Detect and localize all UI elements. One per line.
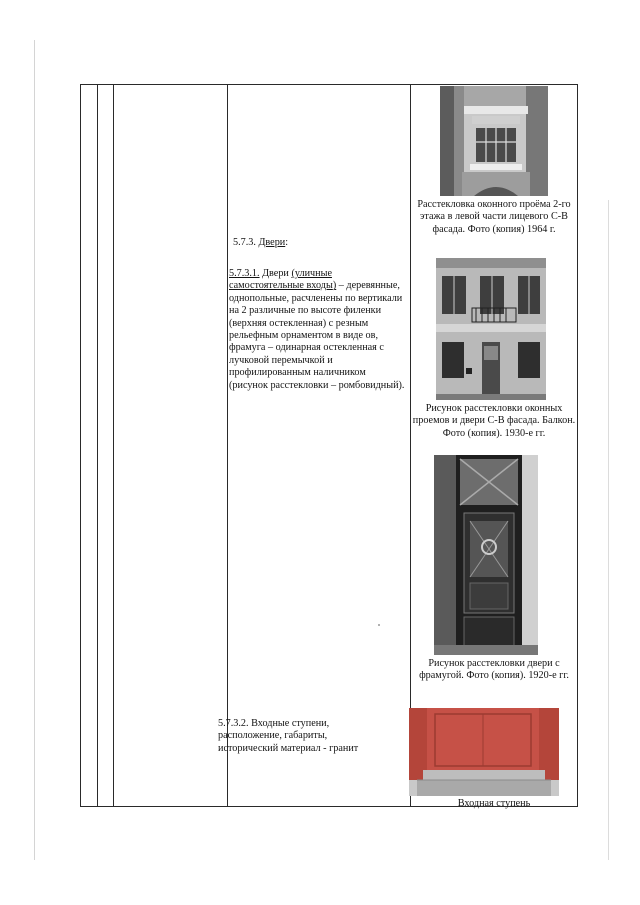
table-col-divider-4 [410,84,411,807]
item-entrance-steps: 5.7.3.2. Входные ступени, расположение, габариты, исторический материал - гранит [218,718,359,754]
item-paren-open: ( [291,268,295,279]
table-border-right [577,84,578,807]
section-title: Двери [258,237,286,248]
scan-edge-right [608,200,609,860]
item-doors-description [229,268,405,392]
door-transom-photo-icon [434,455,538,655]
photo-caption-3: Рисунок расстекловки двери с фрамугой. Фото (копия). 1920-е гг. [419,658,569,682]
item-lead: Двери [262,268,289,279]
facade-window-photo-icon [440,86,548,196]
photo-caption-2: Рисунок расстекловки оконных проемов и двери С-В фасада. Балкон. Фото (копия). 1930-е гг. [412,403,576,439]
table-col-divider-1 [97,84,98,807]
scan-speck [378,624,380,626]
photo-caption-4: Входная ступень [457,798,531,809]
section-heading-doors [233,237,403,249]
entrance-step-photo-icon [409,708,559,796]
photo-caption-1: Расстекловка оконного проёма 2-го этажа в левой части лицевого С-В фасада. Фото (копия) 1964 г. [417,199,571,235]
item-paren-text: уличные самостоятельные входы [229,268,333,292]
section-colon: : [285,237,289,248]
facade-balcony-photo-icon [436,258,546,400]
section-number: 5.7.3. [233,237,256,248]
table-border-left [80,84,81,807]
table-border-top [80,84,578,85]
table-col-divider-3 [227,84,228,807]
item-body-text: – деревянные, однопольные, расчленены по вертикали на 2 различные по высоте филенки (верхняя остекленная) с резным рельефным орнаментом в виде ов, фрамуга – одинарная остекленная с лучковой перемычкой и профилированным наличником (рисунок расстекловки – ромбовидный). [229,280,405,391]
item-number: 5.7.3.1. [229,268,260,279]
item-paren-close: ) [332,280,337,292]
table-col-divider-2 [113,84,114,807]
scan-edge-left [34,40,35,860]
